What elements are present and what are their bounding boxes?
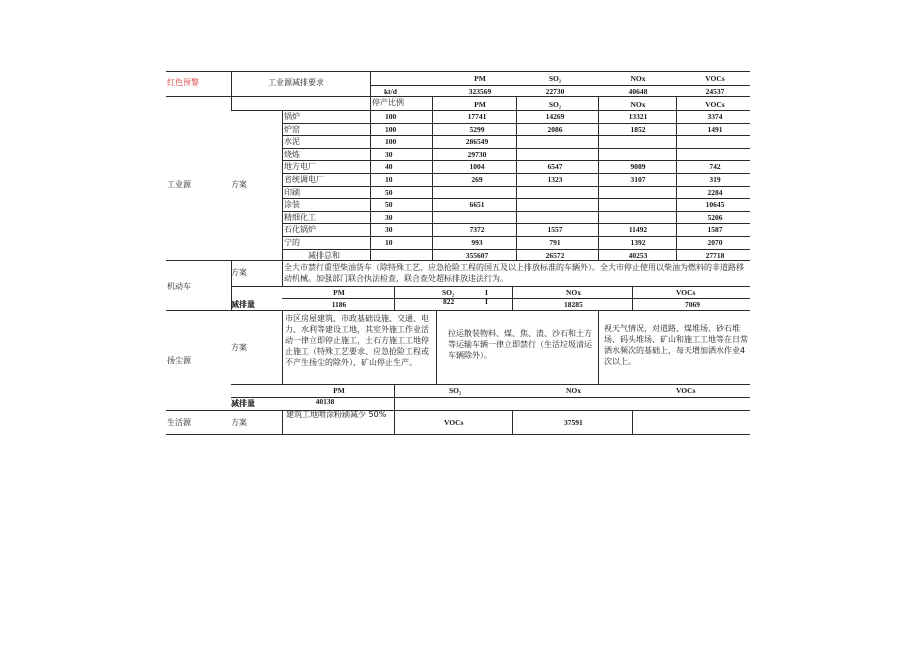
industrial-row-ratio: 50: [385, 188, 393, 197]
industrial-row-nox: 1852: [630, 125, 646, 134]
industrial-row-nox: 1392: [630, 238, 646, 247]
total-pm: 355607: [465, 251, 489, 260]
motor-col-nox: NOx: [566, 288, 581, 297]
industrial-row-vocs: 1587: [707, 225, 723, 234]
dust-col-pm: PM: [333, 386, 345, 395]
industrial-row-name: 印刷: [284, 188, 300, 197]
industrial-row-pm: 993: [471, 238, 483, 247]
motor-val-sep: I: [485, 297, 488, 306]
industrial-row-ratio: 100: [385, 125, 397, 134]
industrial-row-vocs: 2070: [707, 238, 723, 247]
dust-plan-col1: 市区房屋建筑、市政基础设施、交通、电力、水利等建设工地，其室外施工作业活动一律立即停止施工，土石方施工工地停止施工（特殊工艺要求、应急抢险工程或不产生扬尘的除外），矿山停止生产。: [285, 314, 429, 367]
industrial-row-name: 烧炼: [284, 150, 300, 159]
sub-vocs: VOCs: [705, 100, 725, 109]
dust-val-pm: 40138: [315, 397, 335, 406]
stop-ratio-label: 停产比例: [372, 98, 404, 107]
motor-val-so2: 822: [443, 297, 455, 306]
motor-col-so2: SO₂: [442, 288, 455, 297]
alert-level: 红色预警: [167, 78, 199, 87]
industrial-row-pm: 7372: [469, 225, 485, 234]
dust-reduction-label: 减排量: [231, 399, 255, 408]
industrial-row-name: 水泥: [284, 137, 300, 146]
industrial-row-vocs: 3374: [707, 112, 723, 121]
industrial-row-nox: 9089: [630, 162, 646, 171]
industrial-row-ratio: 100: [385, 137, 397, 146]
motor-plan-label: 方案: [231, 268, 247, 277]
industrial-row-pm: 286549: [465, 137, 489, 146]
industrial-row-vocs: 1491: [707, 125, 723, 134]
motor-plan-text: 全大市禁行重型柴油货车（除特殊工艺、应急抢险工程的国五及以上排放标准的车辆外）。全大市停止使用以柴油为燃料的非道路移动机械。加强部门联合执法检查，联合查处超标排放违法行为。: [284, 263, 744, 283]
industrial-row-ratio: 30: [385, 213, 393, 222]
sub-so2: SO₂: [548, 100, 562, 109]
industrial-row-so2: 1557: [547, 225, 563, 234]
industrial-row-ratio: 40: [385, 162, 393, 171]
living-plan-label: 方案: [231, 418, 247, 427]
industrial-row-ratio: 10: [385, 238, 393, 247]
industrial-row-ratio: 100: [385, 112, 397, 121]
baseline-vocs: 24537: [705, 87, 725, 96]
motor-col-vocs: VOCs: [676, 288, 696, 297]
industrial-row-vocs: 5206: [707, 213, 723, 222]
industrial-row-so2: 1323: [547, 175, 563, 184]
sub-pm: PM: [474, 100, 486, 109]
dust-plan-col3: 视天气情况，对道路、煤堆场、砂石堆场、码头堆场、矿山和施工工地等在日常洒水频次的基础上，每天增加洒水作业4次以上。: [604, 324, 748, 366]
industrial-row-pm: 17741: [467, 112, 487, 121]
industrial-row-so2: 14269: [545, 112, 565, 121]
motor-val-pm: 1186: [331, 300, 347, 309]
industrial-row-vocs: 2284: [707, 188, 723, 197]
motor-val-vocs: 7069: [685, 300, 700, 309]
total-so2: 26572: [545, 251, 565, 260]
industrial-row-name: 地方电厂: [284, 162, 316, 171]
unit-label: kt/d: [384, 87, 397, 96]
total-label: 减排总和: [308, 251, 340, 260]
section-title: 工业源减排要求: [268, 78, 324, 87]
baseline-nox: 40648: [628, 87, 648, 96]
header-so2: SO₂: [548, 74, 562, 83]
motor-val-nox: 18285: [564, 300, 583, 309]
dust-col-vocs: VOCs: [676, 386, 696, 395]
industrial-row-name: 锅炉: [284, 112, 300, 121]
motor-row-label: 机动车: [167, 282, 191, 291]
motor-col-pm: PM: [333, 288, 345, 297]
total-vocs: 27718: [705, 251, 725, 260]
industrial-row-vocs: 10645: [705, 200, 725, 209]
industrial-row-vocs: 319: [709, 175, 721, 184]
living-row-label: 生活源: [167, 418, 191, 427]
industrial-row-so2: 6547: [547, 162, 563, 171]
industrial-row-pm: 6651: [469, 200, 485, 209]
industrial-row-nox: 3107: [630, 175, 646, 184]
motor-col-sep: I: [485, 288, 488, 297]
industrial-row-vocs: 742: [709, 162, 721, 171]
industrial-row-name: 炉窑: [284, 125, 300, 134]
header-nox: NOx: [630, 74, 646, 83]
header-vocs: VOCs: [705, 74, 725, 83]
industrial-row-name: 石化锅炉: [284, 225, 316, 234]
dust-col-so2: SO₂: [449, 386, 462, 395]
dust-plan-col2: 拉运散装物料、煤、焦、渣、沙石和土方等运输车辆一律立即禁行（生活垃圾清运车辆除外）。: [448, 329, 592, 360]
industrial-row-pm: 5299: [469, 125, 485, 134]
industrial-row-nox: 13321: [628, 112, 648, 121]
industrial-row-so2: 791: [549, 238, 561, 247]
dust-row-label: 扬尘源: [167, 356, 191, 365]
industrial-row-so2: 2086: [547, 125, 563, 134]
industrial-row-ratio: 30: [385, 150, 393, 159]
baseline-pm: 323569: [468, 87, 492, 96]
industrial-row-ratio: 50: [385, 200, 393, 209]
sub-nox: NOx: [630, 100, 646, 109]
industrial-row-label: 工业源: [167, 180, 191, 189]
baseline-so2: 22730: [545, 87, 565, 96]
industrial-row-name: 涂装: [284, 200, 300, 209]
industrial-row-ratio: 10: [385, 175, 393, 184]
total-nox: 40253: [628, 251, 648, 260]
motor-reduction-label: 减排量: [231, 300, 255, 309]
header-pm: PM: [474, 74, 486, 83]
living-vocs-label: VOCs: [444, 418, 464, 427]
living-vocs-value: 37591: [564, 418, 583, 427]
industrial-row-ratio: 30: [385, 225, 393, 234]
dust-plan-label: 方案: [231, 343, 247, 352]
living-plan-text: 建筑工地喷涂粉刷减少 50%: [286, 410, 387, 419]
industrial-row-name: 省统调电厂: [284, 175, 324, 184]
industrial-row-nox: 11492: [628, 225, 648, 234]
industrial-row-name: 精细化工: [284, 213, 316, 222]
industrial-row-pm: 1004: [469, 162, 485, 171]
industrial-plan-label: 方案: [231, 180, 247, 189]
industrial-row-pm: 29730: [467, 150, 487, 159]
dust-col-nox: NOx: [566, 386, 581, 395]
industrial-row-pm: 269: [471, 175, 483, 184]
industrial-row-name: 宁的: [284, 238, 300, 247]
